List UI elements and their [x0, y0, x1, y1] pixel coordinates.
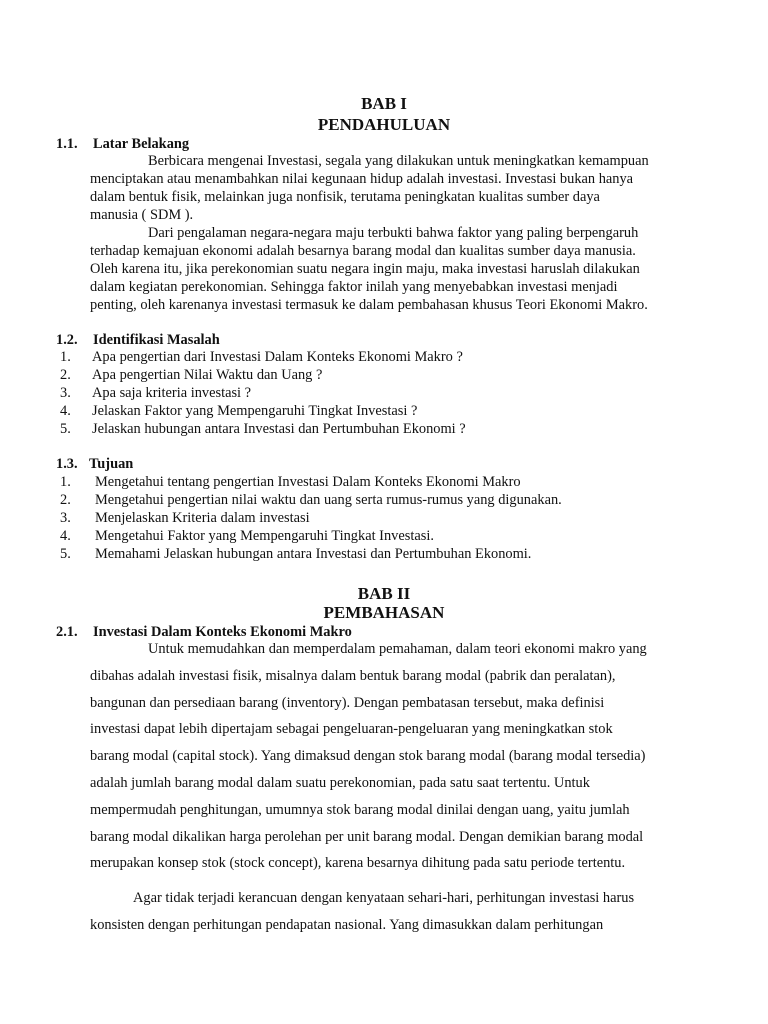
list-item	[60, 473, 562, 491]
paragraph-line: terhadap kemajuan ekonomi adalah besarnya barang modal dan kualitas sumber daya manusia.	[90, 243, 636, 259]
section-heading-1-2	[56, 332, 220, 349]
paragraph-line: manusia ( SDM ).	[90, 207, 194, 223]
item-number: 1.	[60, 349, 71, 365]
section-number: 1.2.	[56, 332, 78, 348]
section-title: Identifikasi Masalah	[93, 332, 220, 348]
item-text: Apa pengertian Nilai Waktu dan Uang ?	[92, 367, 323, 383]
chapter-subtitle: PEMBAHASAN	[323, 603, 445, 622]
section-number: 1.3.	[56, 456, 78, 472]
list-item	[60, 545, 562, 563]
latar-belakang-text	[90, 152, 690, 314]
section-heading-1-3	[56, 456, 133, 473]
item-number: 5.	[60, 546, 71, 562]
item-number: 2.	[60, 492, 71, 508]
section-title: Tujuan	[89, 456, 134, 472]
list-item	[60, 420, 466, 438]
section-title: Latar Belakang	[93, 136, 190, 152]
item-text: Menjelaskan Kriteria dalam investasi	[95, 510, 310, 526]
paragraph-line: dalam bentuk fisik, melainkan juga nonfisik, terutama peningkatan kualitas sumber daya	[90, 189, 600, 205]
paragraph-line: investasi dapat lebih dipertajam sebagai pengeluaran-pengeluaran yang meningkatkan stok	[90, 721, 613, 738]
list-item	[60, 366, 466, 384]
chapter-title: BAB II	[357, 584, 411, 603]
item-number: 1.	[60, 474, 71, 490]
paragraph-line: barang modal dikalikan harga perolehan per unit barang modal. Dengan demikian barang modal	[90, 828, 644, 845]
section-title: Investasi Dalam Konteks Ekonomi Makro	[93, 624, 352, 640]
item-number: 5.	[60, 421, 71, 437]
chapter-subtitle: PENDAHULUAN	[317, 115, 451, 134]
identifikasi-list	[60, 348, 466, 438]
item-text: Mengetahui pengertian nilai waktu dan uang serta rumus-rumus yang digunakan.	[95, 492, 562, 508]
paragraph-line: mempermudah penghitungan, umumnya stok barang modal dinilai dengan uang, yaitu jumlah	[90, 801, 630, 818]
paragraph-line: merupakan konsep stok (stock concept), karena besarnya dihitung pada satu periode tertentu.	[90, 855, 626, 872]
item-text: Mengetahui Faktor yang Mempengaruhi Tingkat Investasi.	[95, 528, 434, 544]
item-text: Mengetahui tentang pengertian Investasi Dalam Konteks Ekonomi Makro	[95, 474, 521, 490]
paragraph-line: Dari pengalaman negara-negara maju terbukti bahwa faktor yang paling berpengaruh	[148, 225, 639, 241]
item-number: 4.	[60, 528, 71, 544]
paragraph-line: dibahas adalah investasi fisik, misalnya dalam bentuk barang modal (pabrik dan peralatan),	[90, 667, 616, 684]
list-item	[60, 402, 466, 420]
paragraph-line: penting, oleh karenanya investasi termasuk ke dalam pembahasan khusus Teori Ekonomi Makro.	[90, 297, 648, 313]
item-text: Apa pengertian dari Investasi Dalam Konteks Ekonomi Makro ?	[92, 349, 463, 365]
list-item	[60, 348, 466, 366]
item-text: Jelaskan Faktor yang Mempengaruhi Tingkat Investasi ?	[92, 403, 418, 419]
item-number: 2.	[60, 367, 71, 383]
investasi-text	[90, 636, 710, 939]
list-item	[60, 509, 562, 527]
item-number: 3.	[60, 510, 71, 526]
paragraph-line: barang modal (capital stock). Yang dimaksud dengan stok barang modal (barang modal tersedia)	[90, 748, 646, 765]
paragraph-line: dalam kegiatan perekonomian. Sehingga faktor inilah yang menyebabkan investasi menjadi	[90, 279, 618, 295]
tujuan-list	[60, 473, 562, 563]
item-number: 4.	[60, 403, 71, 419]
list-item	[60, 384, 466, 402]
list-item	[60, 527, 562, 545]
item-text: Jelaskan hubungan antara Investasi dan Pertumbuhan Ekonomi ?	[92, 421, 466, 437]
item-text: Memahami Jelaskan hubungan antara Investasi dan Pertumbuhan Ekonomi.	[95, 546, 532, 562]
paragraph-line: konsisten dengan perhitungan pendapatan nasional. Yang dimasukkan dalam perhitungan	[90, 916, 604, 933]
list-item	[60, 491, 562, 509]
paragraph-line: Untuk memudahkan dan memperdalam pemahaman, dalam teori ekonomi makro yang	[148, 641, 647, 657]
item-text: Apa saja kriteria investasi ?	[92, 385, 252, 401]
paragraph-line: adalah jumlah barang modal dalam suatu perekonomian, pada satu saat tertentu. Untuk	[90, 774, 590, 791]
item-number: 3.	[60, 385, 71, 401]
paragraph-line: bangunan dan persediaan barang (inventory). Dengan pembatasan tersebut, maka definisi	[90, 694, 605, 711]
section-number: 2.1.	[56, 624, 78, 640]
paragraph-line: Oleh karena itu, jika perekonomian suatu negara ingin maju, maka investasi haruslah dilakukan	[90, 261, 640, 277]
paragraph-line: Agar tidak terjadi kerancuan dengan kenyataan sehari-hari, perhitungan investasi harus	[133, 890, 635, 907]
chapter-title: BAB I	[361, 94, 407, 113]
paragraph-line: menciptakan atau menambahkan nilai kegunaan hidup adalah investasi. Investasi bukan hanya	[90, 171, 634, 187]
paragraph-line: Berbicara mengenai Investasi, segala yang dilakukan untuk meningkatkan kemampuan	[148, 153, 649, 169]
section-number: 1.1.	[56, 136, 78, 152]
section-heading-1-1	[56, 136, 189, 153]
